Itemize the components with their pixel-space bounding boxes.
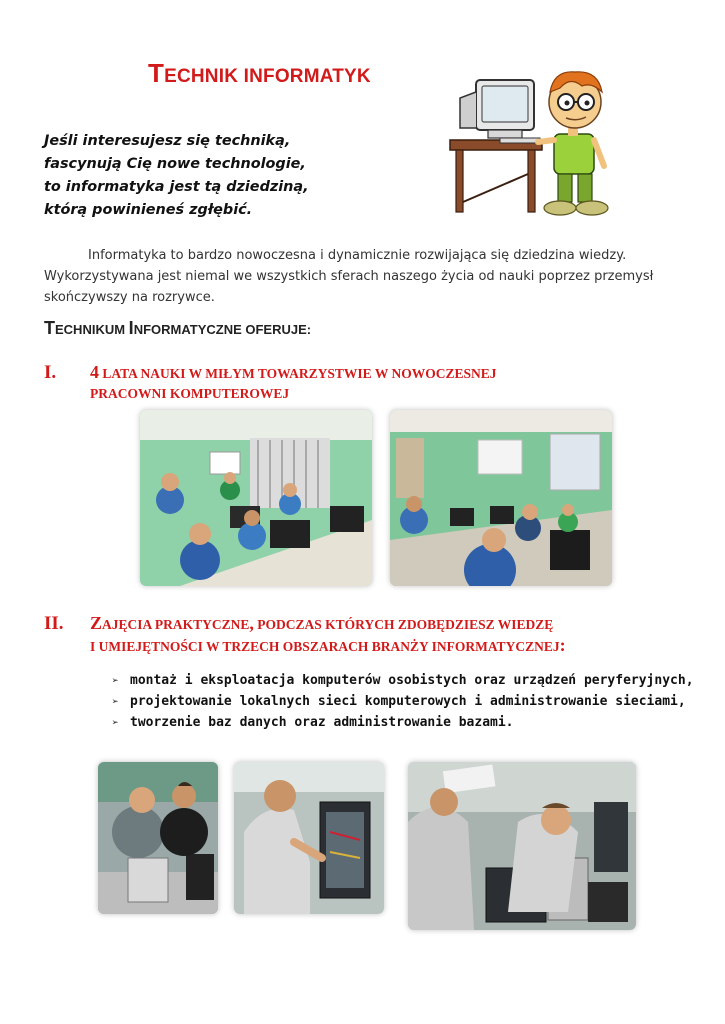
section-2-number: II. <box>44 613 64 634</box>
classroom-photo <box>390 410 612 586</box>
list-item: ➢ projektowanie lokalnych sieci komputerowych i administrowanie sieciami, <box>112 691 694 712</box>
list-item: ➢ montaż i eksploatacja komputerów osobistych oraz urządzeń peryferyjnych, <box>112 670 694 691</box>
page-title: TECHNIK INFORMATYK <box>148 58 371 88</box>
section-2-heading: ZAJĘCIA PRAKTYCZNE, PODCZAS KTÓRYCH ZDOBĘDZIESZ WIEDZĘ I UMIEJĘTNOŚCI W TRZECH OBSZARACH BRANŻY INFORMATYCZNEJ: <box>90 613 566 655</box>
paragraph-line: skończywszy na rozrywce. <box>44 290 215 305</box>
intro-line: Jeśli interesujesz się techniką, <box>44 133 291 149</box>
workshop-photo <box>408 762 636 930</box>
paragraph-line: Wykorzystywana jest niemal we wszystkich sferach naszego życia od nauki poprzez przemysł <box>44 269 654 284</box>
intro-line: fascynują Cię nowe technologie, <box>44 156 306 172</box>
arrow-bullet-icon: ➢ <box>112 674 119 687</box>
cartoon-computer-boy-illustration <box>442 62 620 220</box>
intro-paragraph <box>44 245 684 308</box>
arrow-bullet-icon: ➢ <box>112 695 119 708</box>
workshop-photo <box>98 762 218 914</box>
intro-line: którą powinieneś zgłębić. <box>44 202 253 218</box>
section-1-number: I. <box>44 362 57 383</box>
offer-heading: TECHNIKUM INFORMATYCZNE OFERUJE: <box>44 318 312 338</box>
skills-list <box>112 670 694 733</box>
intro-block <box>44 130 404 222</box>
list-item: ➢ tworzenie baz danych oraz administrowanie bazami. <box>112 712 694 733</box>
section-1-heading: 4 LATA NAUKI W MIŁYM TOWARZYSTWIE W NOWOCZESNEJ PRACOWNI KOMPUTEROWEJ <box>90 362 497 401</box>
paragraph-line: Informatyka to bardzo nowoczesna i dynamicznie rozwijająca się dziedzina wiedzy. <box>88 248 627 263</box>
intro-line: to informatyka jest tą dziedziną, <box>44 179 309 195</box>
workshop-photo <box>234 762 384 914</box>
classroom-photo <box>140 410 372 586</box>
arrow-bullet-icon: ➢ <box>112 716 119 729</box>
